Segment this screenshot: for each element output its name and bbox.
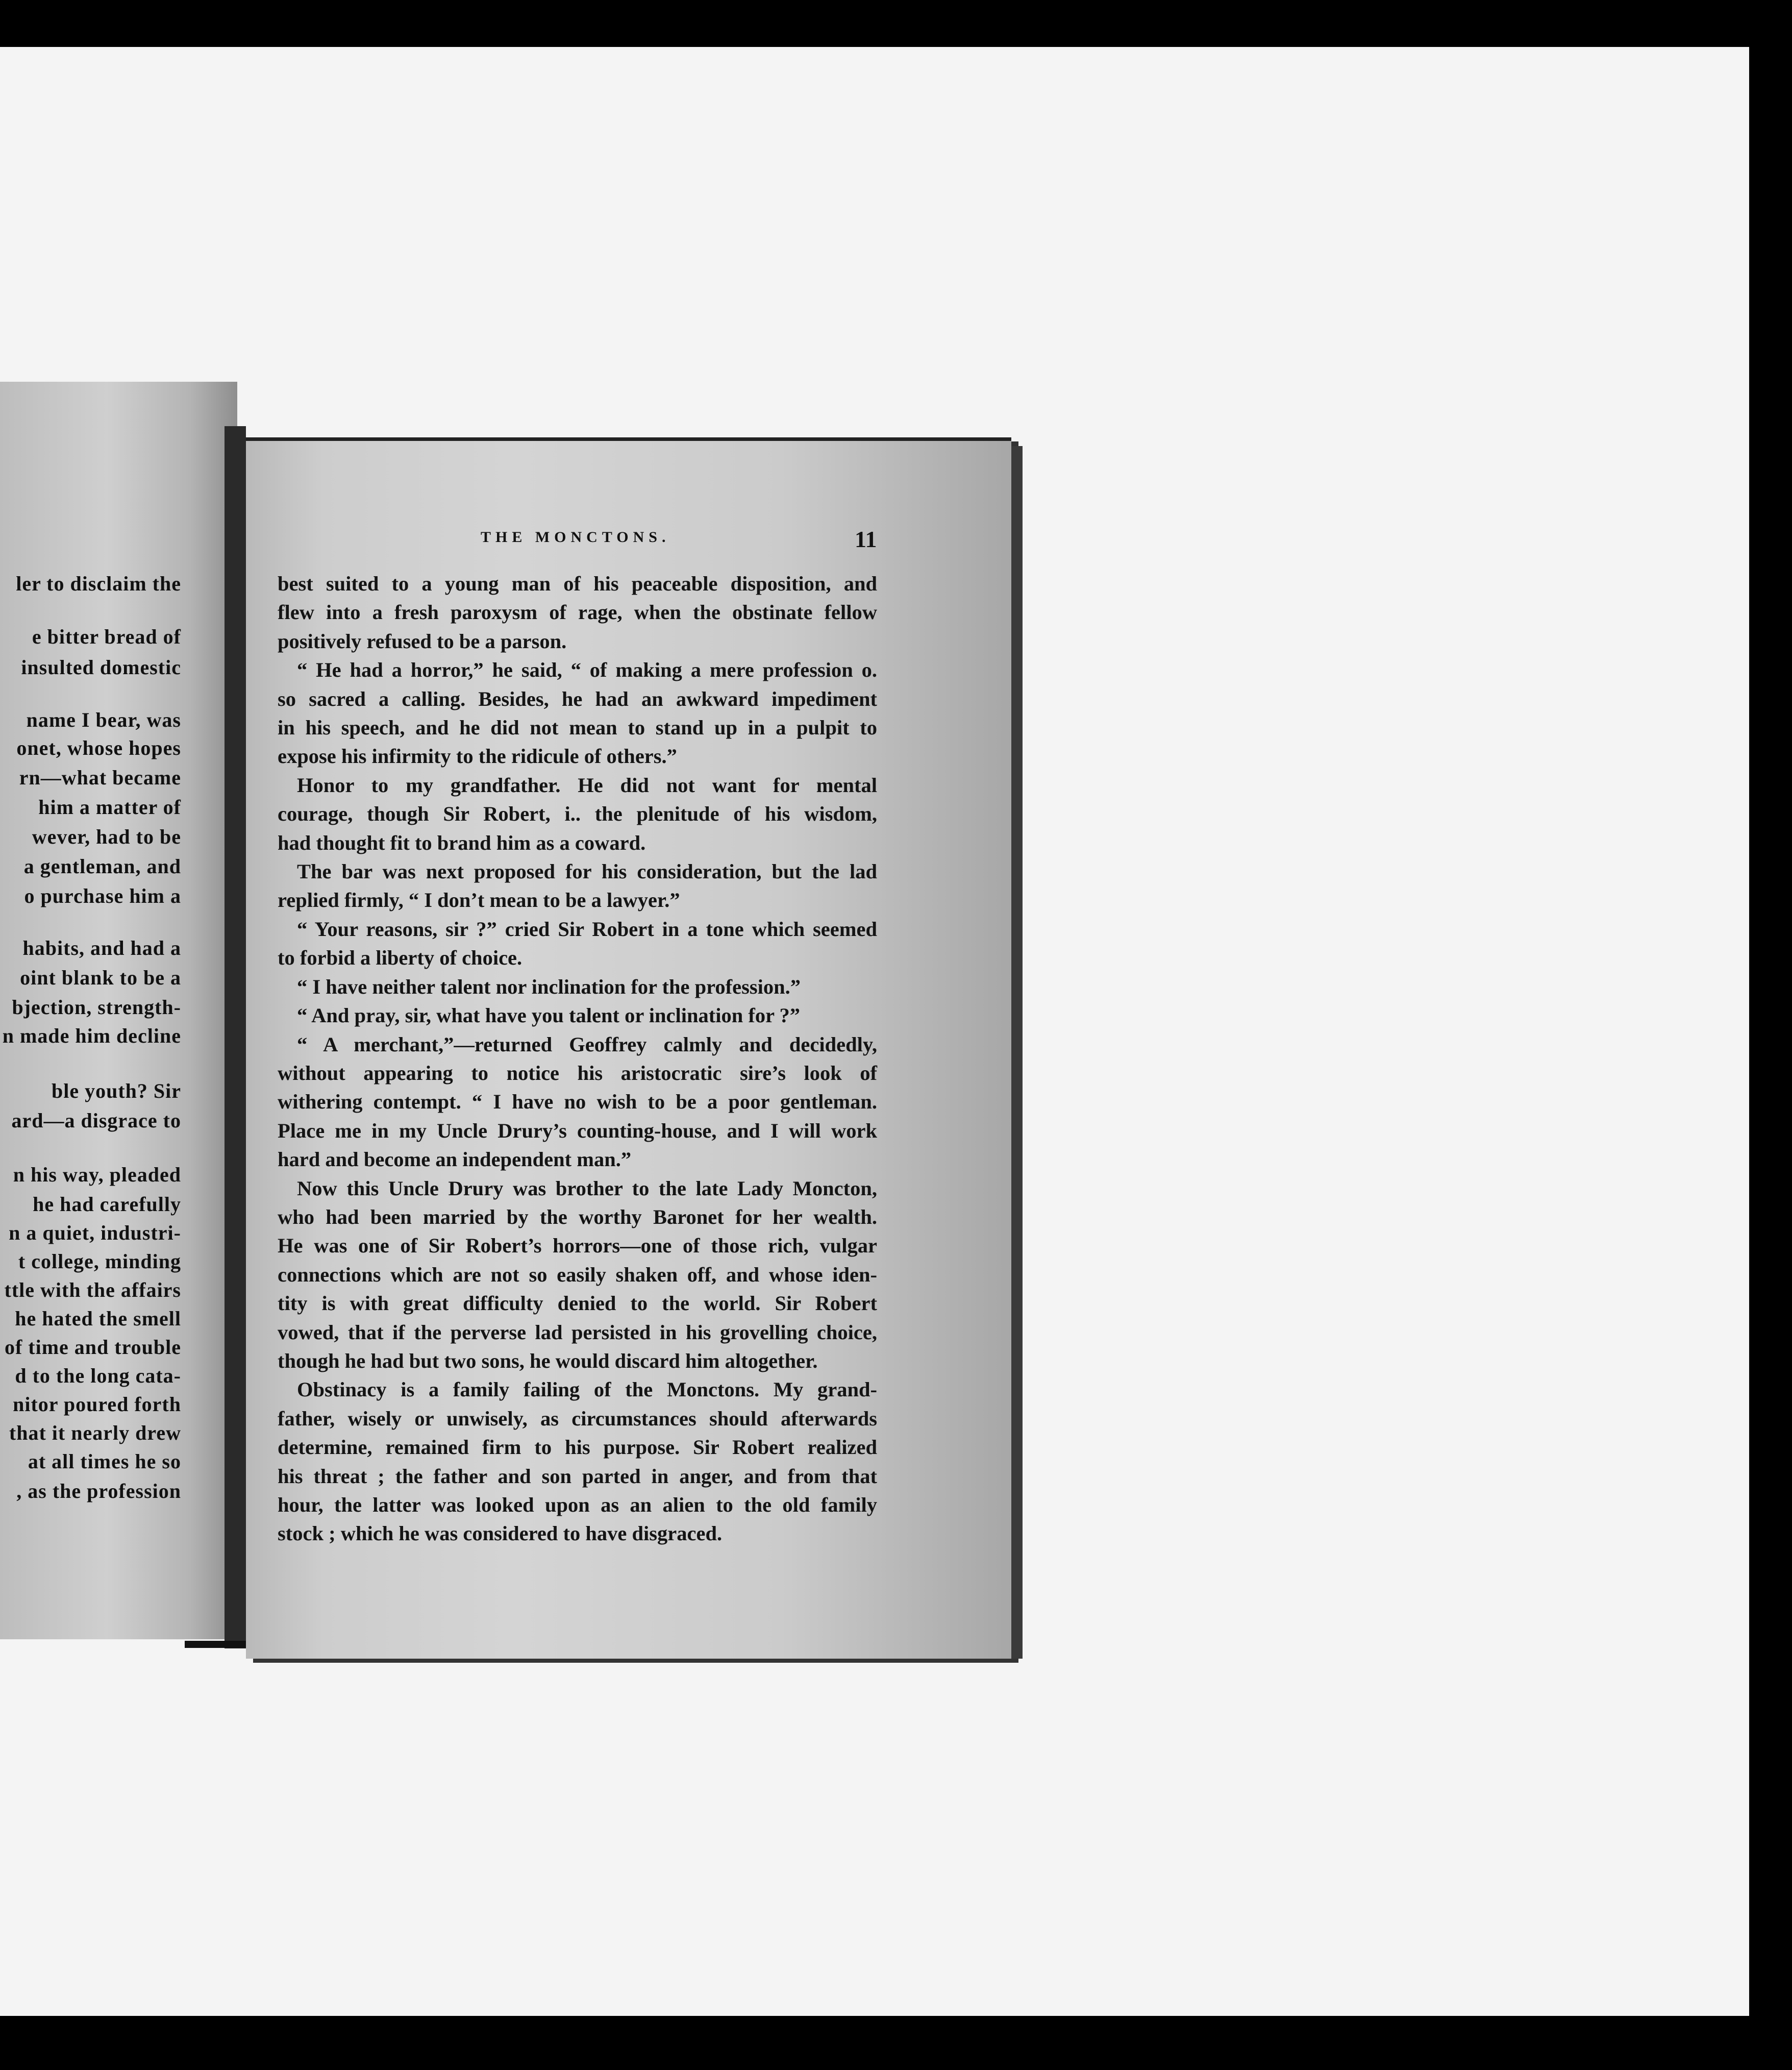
left-text-line: rn—what became <box>19 766 181 789</box>
left-text-line: at all times he so <box>28 1450 181 1473</box>
text-line: tity is with great difficulty denied to the world. Sir Robert <box>278 1292 877 1315</box>
text-line: determine, remained firm to his purpose. Sir Robert realized <box>278 1436 877 1459</box>
text-line: hour, the latter was looked upon as an alien to the old family <box>278 1493 877 1516</box>
left-text-line: o purchase him a <box>24 884 181 907</box>
left-text-line: he had carefully <box>33 1193 181 1216</box>
scan-border <box>1749 47 1792 2016</box>
text-line: hard and become an independent man.” <box>278 1148 632 1171</box>
left-text-line: wever, had to be <box>32 825 181 848</box>
page-edge-shadow <box>1011 446 1023 1659</box>
left-text-line: that it nearly drew <box>9 1421 181 1444</box>
left-text-line: of time and trouble <box>4 1336 181 1359</box>
text-line: withering contempt. “ I have no wish to be a poor gentleman. <box>278 1090 877 1114</box>
text-line: “ He had a horror,” he said, “ of making a mere profession o. <box>297 658 877 682</box>
left-text-line: a gentleman, and <box>23 855 181 878</box>
text-line: so sacred a calling. Besides, he had an awkward impediment <box>278 687 877 710</box>
left-text-line: n made him decline <box>2 1024 181 1047</box>
left-text-line: n his way, pleaded <box>13 1163 181 1186</box>
left-text-line: ard—a disgrace to <box>11 1109 181 1132</box>
left-text-line: ttle with the affairs <box>4 1278 181 1301</box>
text-line: stock ; which he was considered to have disgraced. <box>278 1522 723 1545</box>
left-text-line: ler to disclaim the <box>16 572 181 595</box>
left-text-line: him a matter of <box>38 796 181 819</box>
text-line: “ A merchant,”—returned Geoffrey calmly and decidedly, <box>297 1032 877 1056</box>
text-line: to forbid a liberty of choice. <box>278 946 522 970</box>
text-line: replied firmly, “ I don’t mean to be a lawyer.” <box>278 889 680 912</box>
text-line: The bar was next proposed for his consideration, but the lad <box>297 860 877 883</box>
right-page <box>246 437 1011 1659</box>
text-line: though he had but two sons, he would discard him altogether. <box>278 1349 818 1372</box>
left-text-line: name I bear, was <box>26 708 181 731</box>
left-text-line: insulted domestic <box>21 656 181 679</box>
running-head: THE MONCTONS. <box>481 529 670 546</box>
text-line: Now this Uncle Drury was brother to the late Lady Moncton, <box>297 1176 877 1200</box>
left-text-line: n a quiet, industri- <box>9 1221 181 1244</box>
text-line: connections which are not so easily shaken off, and whose iden- <box>278 1263 877 1286</box>
text-line: “ Your reasons, sir ?” cried Sir Robert in a tone which seemed <box>297 917 877 941</box>
text-line: He was one of Sir Robert’s horrors—one of those rich, vulgar <box>278 1234 877 1258</box>
text-line: expose his infirmity to the ridicule of others.” <box>278 745 677 768</box>
text-line: positively refused to be a parson. <box>278 629 567 653</box>
text-line: flew into a fresh paroxysm of rage, when the obstinate fellow <box>278 601 877 624</box>
left-text-line: ble youth? Sir <box>51 1079 181 1102</box>
left-text-line: e bitter bread of <box>32 625 181 648</box>
text-line: in his speech, and he did not mean to stand up in a pulpit to <box>278 716 877 740</box>
text-line: best suited to a young man of his peaceable disposition, and <box>278 572 877 595</box>
left-text-line: oint blank to be a <box>20 966 181 989</box>
left-text-line: , as the profession <box>16 1480 181 1502</box>
left-text-line: he hated the smell <box>15 1307 181 1330</box>
text-line: Place me in my Uncle Drury’s counting-house, and I will work <box>278 1119 877 1142</box>
text-line: courage, though Sir Robert, i.. the plenitude of his wisdom, <box>278 802 877 826</box>
left-text-line: habits, and had a <box>22 937 181 959</box>
text-line: Obstinacy is a family failing of the Monctons. My grand- <box>297 1378 877 1401</box>
text-line: “ And pray, sir, what have you talent or inclination for ?” <box>297 1004 801 1027</box>
text-line: father, wisely or unwisely, as circumstances should afterwards <box>278 1407 877 1430</box>
text-line: Honor to my grandfather. He did not want for mental <box>297 773 877 797</box>
text-line: had thought fit to brand him as a coward. <box>278 831 646 854</box>
page-number: 11 <box>855 526 877 552</box>
left-text-line: bjection, strength- <box>12 996 181 1019</box>
book-gutter <box>225 426 246 1648</box>
text-line: his threat ; the father and son parted in anger, and from that <box>278 1464 877 1488</box>
text-line: without appearing to notice his aristocratic sire’s look of <box>278 1061 877 1085</box>
left-page <box>0 382 237 1639</box>
left-text-line: d to the long cata- <box>15 1364 181 1387</box>
left-text-line: t college, minding <box>18 1250 181 1273</box>
text-line: “ I have neither talent nor inclination for the profession.” <box>297 975 801 998</box>
left-text-line: onet, whose hopes <box>16 736 181 759</box>
text-line: vowed, that if the perverse lad persisted in his grovelling choice, <box>278 1320 877 1344</box>
left-text-line: nitor poured forth <box>13 1393 181 1416</box>
text-line: who had been married by the worthy Baronet for her wealth. <box>278 1205 877 1228</box>
page-body <box>278 570 877 1548</box>
